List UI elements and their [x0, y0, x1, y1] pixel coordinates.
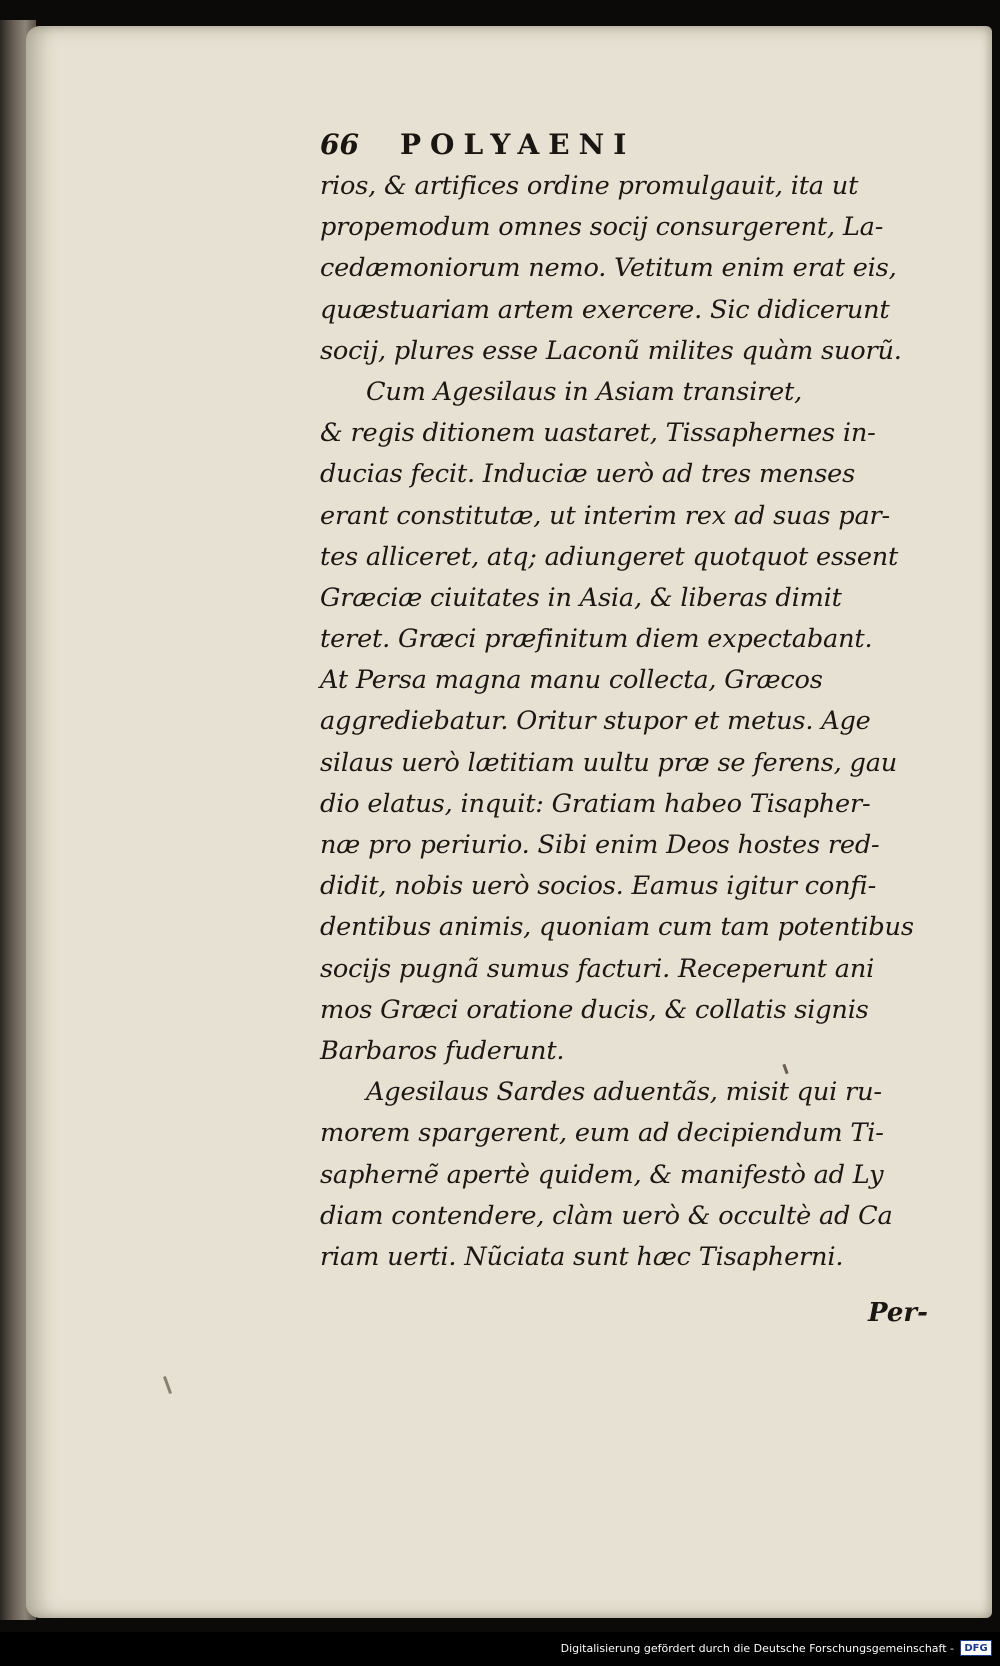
text-line: dio elatus, inquit: Gratiam habeo Tisapher-: [320, 788, 871, 819]
running-head: POLYAENI: [400, 128, 636, 161]
text-line: & regis ditionem uastaret, Tissaphernes in-: [320, 418, 876, 449]
page-header: [320, 128, 780, 168]
page-number: 66: [320, 128, 359, 161]
text-line: Græciæ ciuitates in Asia, & liberas dimit: [320, 582, 842, 613]
text-line: saphernẽ apertè quidem, & manifestò ad Ly: [320, 1159, 884, 1190]
text-line: cedæmoniorum nemo. Vetitum enim erat eis,: [320, 253, 897, 284]
text-line: tes alliceret, atq; adiungeret quotquot essent: [320, 541, 899, 572]
text-line: ducias fecit. Induciæ uerò ad tres menses: [320, 459, 856, 490]
text-line: erant constitutæ, ut interim rex ad suas par-: [320, 500, 890, 531]
text-line: næ pro periurio. Sibi enim Deos hostes red-: [320, 830, 880, 860]
funding-credit: Digitalisierung gefördert durch die Deutsche Forschungsgemeinschaft -: [560, 1642, 954, 1655]
text-line: aggrediebatur. Oritur stupor et metus. Age: [320, 706, 871, 737]
text-line: silaus uerò lætitiam uultu præ se ferens, gau: [320, 747, 898, 778]
text-line: didit, nobis uerò socios. Eamus igitur confi-: [320, 871, 877, 902]
text-line: dentibus animis, quoniam cum tam potentibus: [320, 912, 914, 943]
text-line: diam contendere, clàm uerò & occultè ad Ca: [320, 1200, 893, 1231]
text-line: rios, & artifices ordine promulgauit, ita ut: [320, 171, 859, 201]
text-line: teret. Græci præfinitum diem expectabant.: [320, 624, 873, 655]
text-line: socijs pugnã sumus facturi. Receperunt ani: [320, 953, 875, 984]
paragraph-start-line: Cum Agesilaus in Asiam transiret,: [366, 376, 803, 407]
paragraph-start-line: Agesilaus Sardes aduentãs, misit qui ru-: [366, 1077, 882, 1108]
dfg-logo-icon: DFG: [960, 1640, 992, 1656]
text-line: quæstuariam artem exercere. Sic didicerunt: [320, 294, 890, 325]
text-line: morem spargerent, eum ad decipiendum Ti-: [320, 1118, 884, 1149]
text-block: [320, 166, 940, 1278]
text-line: Barbaros fuderunt.: [320, 1035, 565, 1066]
catchword: Per-: [868, 1298, 928, 1328]
text-line: riam uerti. Nũciata sunt hæc Tisapherni.: [320, 1241, 844, 1272]
text-line: At Persa magna manu collecta, Græcos: [320, 665, 823, 696]
text-line: propemodum omnes socij consurgerent, La-: [320, 212, 884, 243]
footer-bar: [0, 1632, 1000, 1666]
text-line: mos Græci oratione ducis, & collatis signis: [320, 994, 869, 1025]
text-line: socij, plures esse Laconũ milites quàm suorũ.: [320, 335, 902, 366]
